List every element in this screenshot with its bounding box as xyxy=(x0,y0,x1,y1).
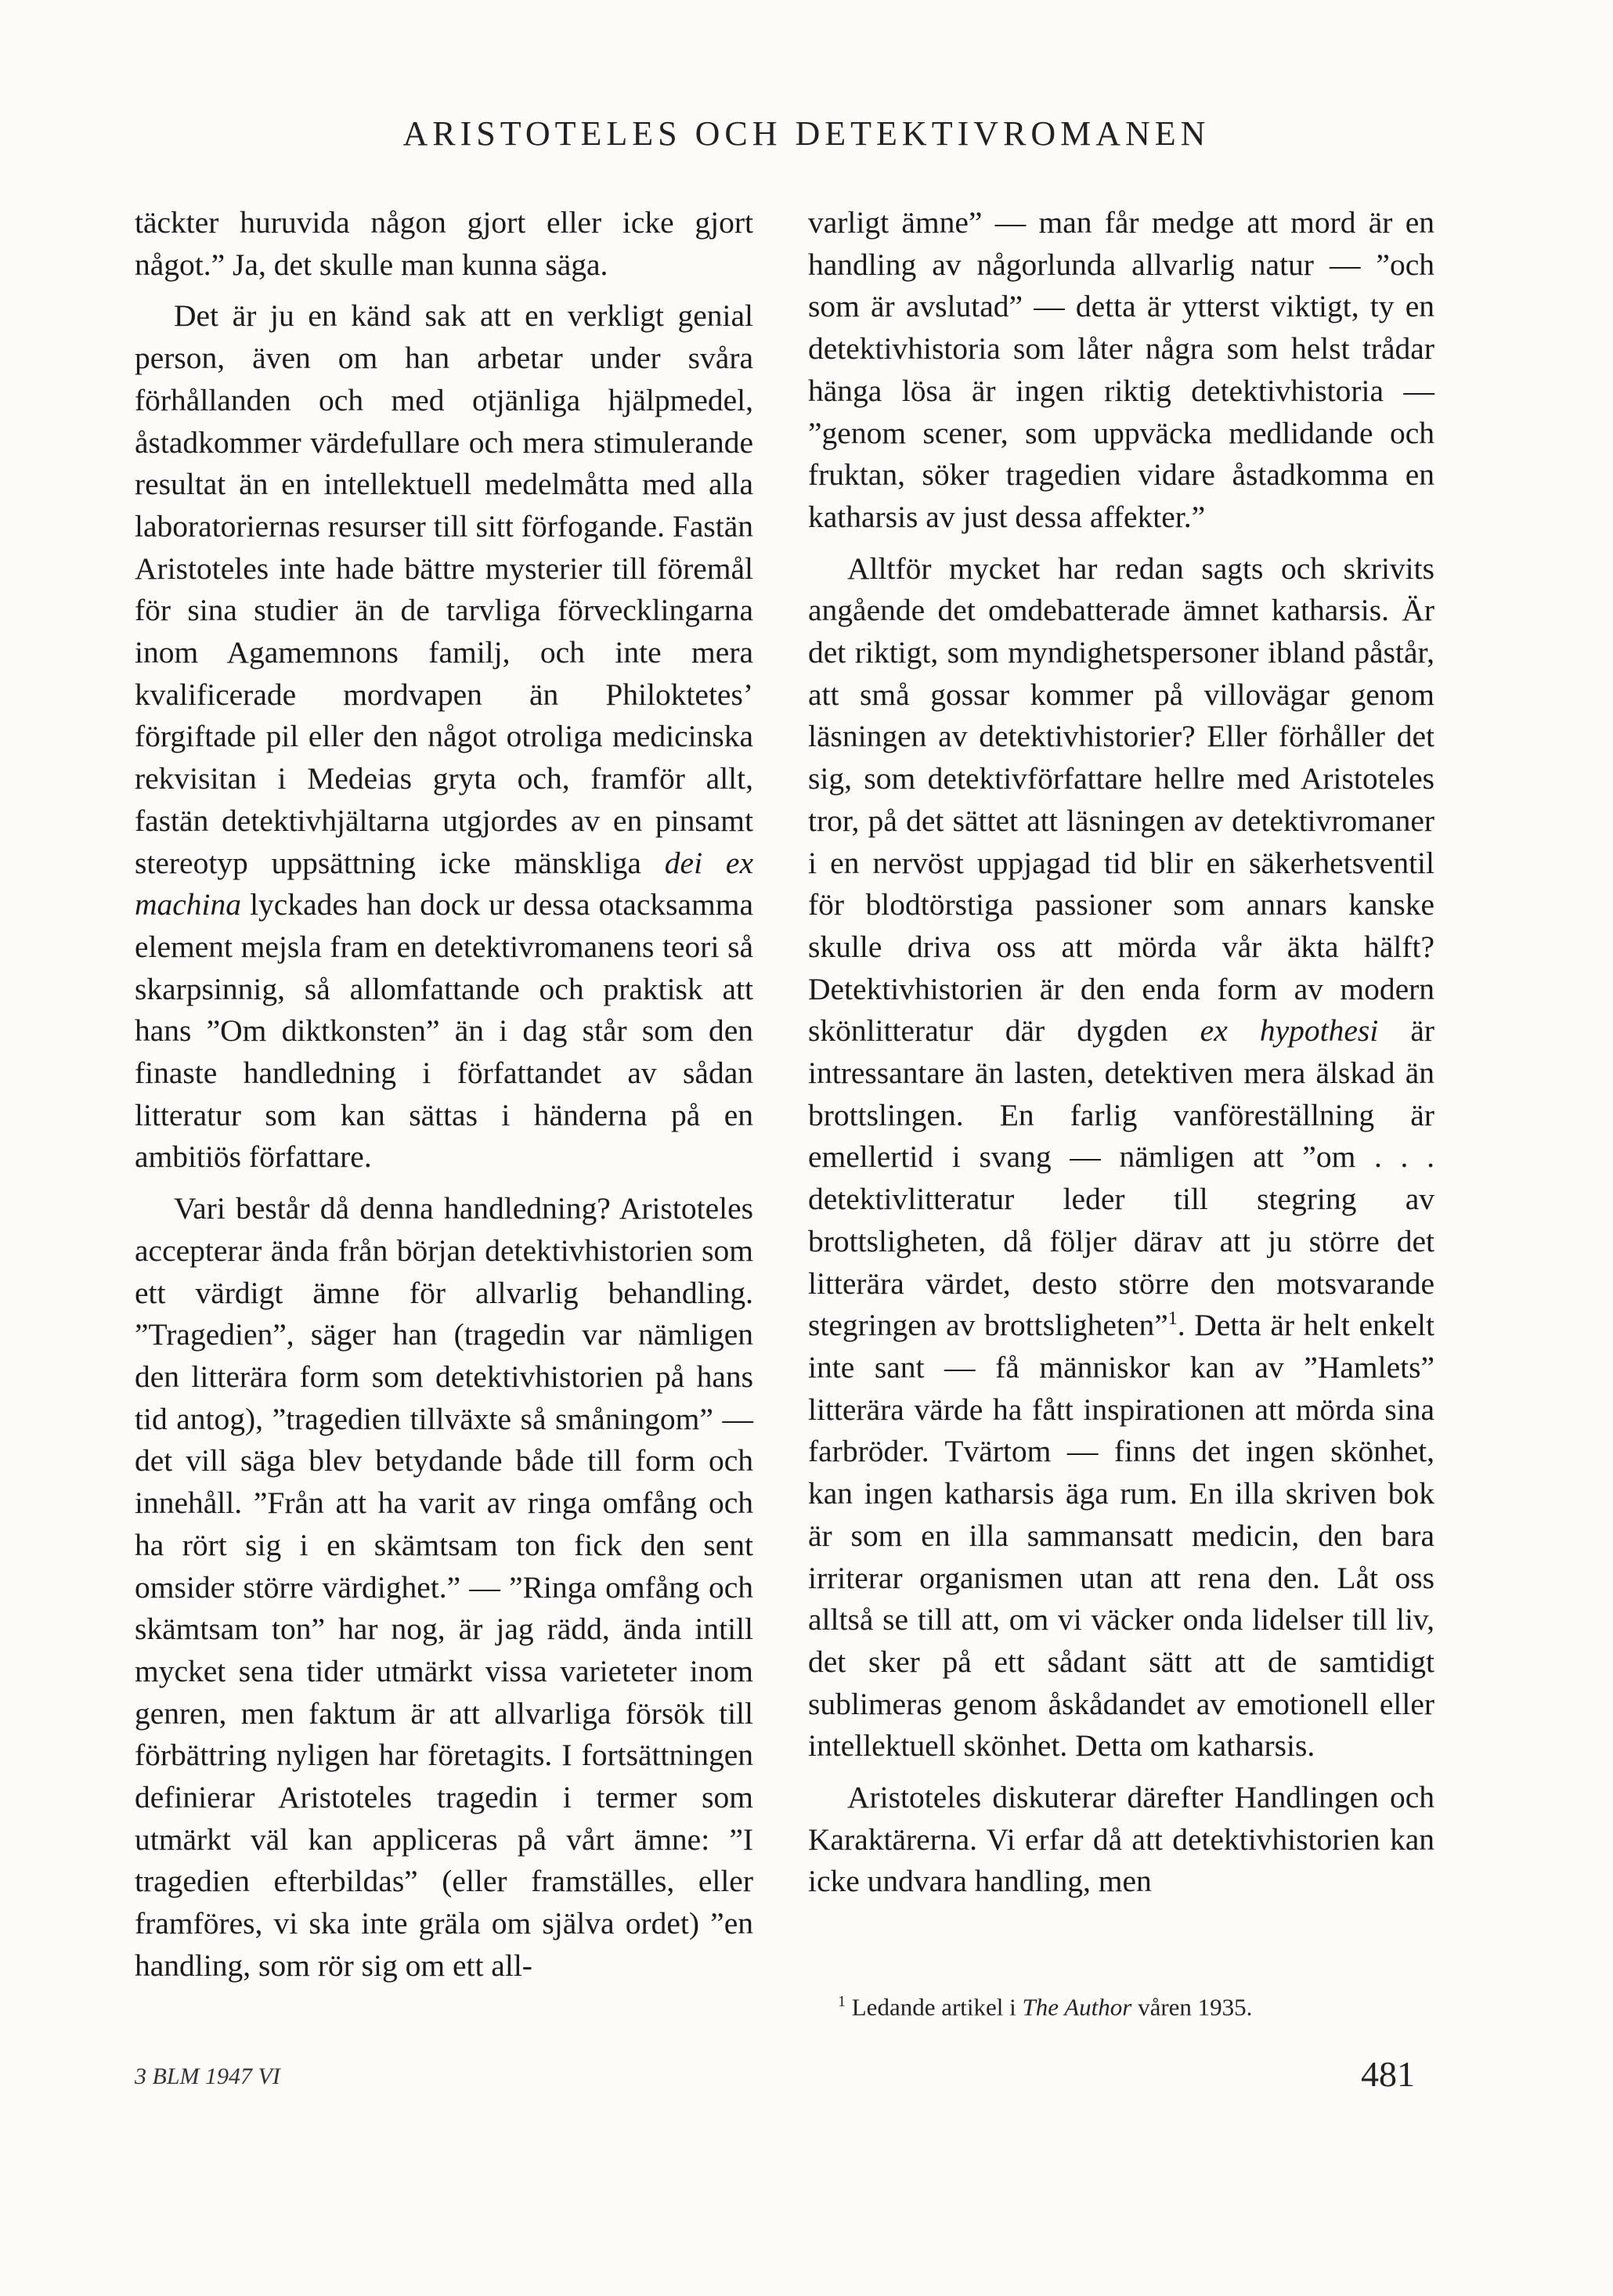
paragraph xyxy=(808,202,1434,539)
italic-phrase: ex hypothesi xyxy=(1200,1013,1379,1049)
right-column xyxy=(808,202,1434,1903)
footnote-marker: 1 xyxy=(1167,1309,1178,1330)
running-head: ARISTOTELES OCH DETEKTIVROMANEN xyxy=(402,114,1211,153)
footnote-text: Ledande artikel i xyxy=(851,1993,1016,2021)
page-number: 481 xyxy=(1361,2054,1415,2094)
paragraph-text: Aristoteles diskuterar därefter Handlingen och Karaktärerna. Vi erfar då att detektivhistorien kan icke undvara handling, men xyxy=(808,1780,1434,1899)
paragraph xyxy=(135,1188,753,1987)
footnote xyxy=(838,1993,1252,2021)
footnote-title: The Author xyxy=(1022,1993,1132,2021)
paragraph-text: Alltför mycket har redan sagts och skrivits angående det omdebatterade ämnet katharsis. Är det riktigt, som myndighetspersoner ibland påstår, att små gossar kommer på villovägar genom läsningen av detektivhistorier? Eller förhåller det sig, som detektivförfattare hellre med Aristoteles tror, på det sättet att läsningen av detektivromaner i en nervöst uppjagad tid blir en säkerhetsventil för blodtörstiga passioner som annars kanske skulle driva oss att mörda vår äkta hälft? Detektivhistorien är den enda form av modern skönlitteratur där dygden xyxy=(808,551,1434,1049)
paragraph xyxy=(135,295,753,1179)
footnote-text: våren 1935. xyxy=(1138,1993,1253,2021)
italic-phrase: dei ex machina xyxy=(135,845,753,922)
footnote-number: 1 xyxy=(838,1993,846,2010)
paragraph xyxy=(808,548,1434,1767)
left-column xyxy=(135,202,753,1987)
signature-mark: 3 BLM 1947 VI xyxy=(135,2063,280,2089)
paragraph xyxy=(808,1777,1434,1903)
paragraph-text: . Detta är helt enkelt inte sant — få människor kan av ”Hamlets” litterära värde ha fått inspirationen att mörda sina farbröder. Tvärtom — finns det ingen skönhet, kan ingen katharsis äga rum. En illa skriven bok är som en illa sammansatt medicin, den bara irriterar organismen utan att rena den. Låt oss alltså se till att, om vi väcker onda lidelser till liv, det sker på ett sådant sätt att de samtidigt sublimeras genom åskådandet av emotionell eller intellektuell skönhet. Detta om katharsis. xyxy=(808,1308,1434,1764)
paragraph-text: Det är ju en känd sak att en verkligt genial person, även om han arbetar under svåra förhållanden och med otjänliga hjälpmedel, åstadkommer värdefullare och mera stimulerande resultat än en intellektuell medelmåtta med alla laboratoriernas resurser till sitt förfogande. Fastän Aristoteles inte hade bättre mysterier till föremål för sina studier än de tarvliga förvecklingarna inom Agamemnons familj, och inte mera kvalificerade mordvapen än Philoktetes’ förgiftade pil eller den något otroliga medicinska rekvisitan i Medeias gryta och, framför allt, fastän detektivhjältarna utgjordes av en pinsamt stereotyp uppsättning icke mänskliga xyxy=(135,298,753,880)
paragraph-text: täckter huruvida någon gjort eller icke gjort något.” Ja, det skulle man kunna säga. xyxy=(135,205,753,282)
paragraph-text: Vari består då denna handledning? Aristoteles accepterar ända från början detektivhistorien som ett värdigt ämne för allvarlig behandling. ”Tragedien”, säger han (tragedin var nämligen den litterära form som detektivhistorien på hans tid antog), ”tragedien tillväxte så småningom” — det vill säga blev betydande både till form och innehåll. ”Från att ha varit av ringa omfång och ha rört sig i en skämtsam ton fick den sent omsider större värdighet.” — ”Ringa omfång och skämtsam ton” har nog, är jag rädd, ända intill mycket sena tider utmärkt vissa varieteter inom genren, men faktum är att allvarliga försök till förbättring nyligen har företagits. I fortsättningen definierar Aristoteles tragedin i termer som utmärkt väl kan appliceras på vårt ämne: ”I tragedien efterbildas” (eller framställes, eller framföres, vi ska inte gräla om själva ordet) ”en handling, som rör sig om ett all- xyxy=(135,1191,753,1983)
paragraph-text: lyckades han dock ur dessa otacksamma element mejsla fram en detektivromanens teori så skarpsinnig, så allomfattande och praktisk att hans ”Om diktkonsten” än i dag står som den finaste handledning i författandet av sådan litteratur som kan sättas i händerna på en ambitiös författare. xyxy=(135,887,754,1175)
paragraph-text: är intressantare än lasten, detektiven mera älskad än brottslingen. En farlig vanföreställning är emellertid i svang — nämligen att ”om . . . detektivlitteratur leder till stegring av brottsligheten, då följer därav att ju större det litterära värdet, desto större den motsvarande stegringen av brottsligheten” xyxy=(808,1013,1435,1343)
paragraph xyxy=(135,202,753,286)
paragraph-text: varligt ämne” — man får medge att mord är en handling av någorlunda allvarlig natur — ”och som är avslutad” — detta är ytterst viktigt, ty en detektivhistoria som låter några som helst trådar hänga lösa är ingen riktig detektivhistoria — ”genom scener, som uppväcka medlidande och fruktan, söker tragedien vidare åstadkomma en katharsis av just dessa affekter.” xyxy=(808,205,1434,534)
